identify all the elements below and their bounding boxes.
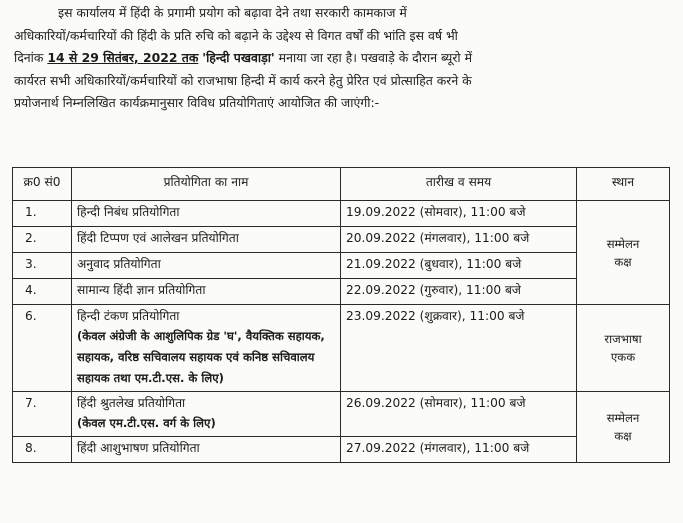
serial-cell: 3.: [13, 253, 72, 279]
fortnight-title: 'हिन्दी पखवाड़ा': [202, 50, 275, 65]
intro-line-2: अधिकारियों/कर्मचारियों की हिंदी के प्रति रुचि को बढ़ाने के उद्देश्य से विगत वर्षों की भांति इस वर्ष भी: [14, 27, 458, 43]
date-cell: 22.09.2022 (गुरुवार), 11:00 बजे: [341, 279, 577, 305]
venue-cell: राजभाषा एकक: [577, 305, 670, 392]
header-serial: क्र0 सं0: [13, 168, 72, 201]
serial-cell: 1.: [13, 201, 72, 227]
intro-line-4: कार्यरत सभी अधिकारियों/कर्मचारियों को राजभाषा हिन्दी में कार्य करने हेतु प्रेरित एवं प्रोत्साहित करने के: [14, 72, 472, 88]
serial-cell: 7.: [13, 392, 72, 437]
date-cell: 20.09.2022 (मंगलवार), 11:00 बजे: [341, 227, 577, 253]
table-row: [13, 392, 670, 437]
date-cell: 19.09.2022 (सोमवार), 11:00 बजे: [341, 201, 577, 227]
venue-cell: सम्मेलन कक्ष: [577, 201, 670, 305]
table-row: [13, 201, 670, 227]
date-cell: 23.09.2022 (शुक्रवार), 11:00 बजे: [341, 305, 577, 392]
date-cell: 27.09.2022 (मंगलवार), 11:00 बजे: [341, 437, 577, 463]
eligibility-note: (केवल एम.टी.एस. वर्ग के लिए): [77, 416, 216, 430]
competition-cell: हिंदी श्रुतलेख प्रतियोगिता (केवल एम.टी.एस. वर्ग के लिए): [72, 392, 341, 437]
table-row: [13, 305, 670, 392]
table-row: [13, 437, 670, 463]
intro-line-5: प्रयोजनार्थ निम्नलिखित कार्यक्रमानुसार विविध प्रतियोगिताएं आयोजित की जाएंगी:-: [14, 95, 380, 110]
header-date-time: तारीख व समय: [341, 168, 577, 201]
table-row: [13, 279, 670, 305]
competition-cell: अनुवाद प्रतियोगिता: [72, 253, 341, 279]
competition-cell: हिंदी टिप्पण एवं आलेखन प्रतियोगिता: [72, 227, 341, 253]
intro-paragraph: [14, 2, 672, 115]
date-cell: 21.09.2022 (बुधवार), 11:00 बजे: [341, 253, 577, 279]
serial-cell: 8.: [13, 437, 72, 463]
competition-cell: हिन्दी निबंध प्रतियोगिता: [72, 201, 341, 227]
eligibility-note: (केवल अंग्रेजी के आशुलिपिक ग्रेड 'घ', वैयक्तिक सहायक, सहायक, वरिष्ठ सचिवालय सहायक एवं कनिष्ठ सचिवालय सहायक तथा एम.टी.एस. के लिए): [77, 329, 325, 385]
competition-schedule-table: [12, 167, 670, 463]
serial-cell: 4.: [13, 279, 72, 305]
table-row: [13, 227, 670, 253]
fortnight-dates: 14 से 29 सितंबर, 2022 तक: [47, 50, 199, 65]
intro-line-3: दिनांक 14 से 29 सितंबर, 2022 तक 'हिन्दी पखवाड़ा' मनाया जा रहा है। पखवाड़े के दौरान ब्यूरो में: [14, 50, 472, 65]
serial-cell: 2.: [13, 227, 72, 253]
intro-line-1: इस कार्यालय में हिंदी के प्रगामी प्रयोग को बढ़ावा देने तथा सरकारी कामकाज में: [58, 5, 407, 20]
serial-cell: 6.: [13, 305, 72, 392]
header-venue: स्थान: [577, 168, 670, 201]
table-row: [13, 253, 670, 279]
table-header-row: [13, 168, 670, 201]
header-competition-name: प्रतियोगिता का नाम: [72, 168, 341, 201]
venue-cell: सम्मेलन कक्ष: [577, 392, 670, 463]
competition-cell: हिंदी आशुभाषण प्रतियोगिता: [72, 437, 341, 463]
competition-cell: हिन्दी टंकण प्रतियोगिता (केवल अंग्रेजी के आशुलिपिक ग्रेड 'घ', वैयक्तिक सहायक, सहायक, वरिष्ठ सचिवालय सहायक एवं कनिष्ठ सचिवालय सहायक तथा एम.टी.एस. के लिए): [72, 305, 341, 392]
competition-cell: सामान्य हिंदी ज्ञान प्रतियोगिता: [72, 279, 341, 305]
date-cell: 26.09.2022 (सोमवार), 11:00 बजे: [341, 392, 577, 437]
